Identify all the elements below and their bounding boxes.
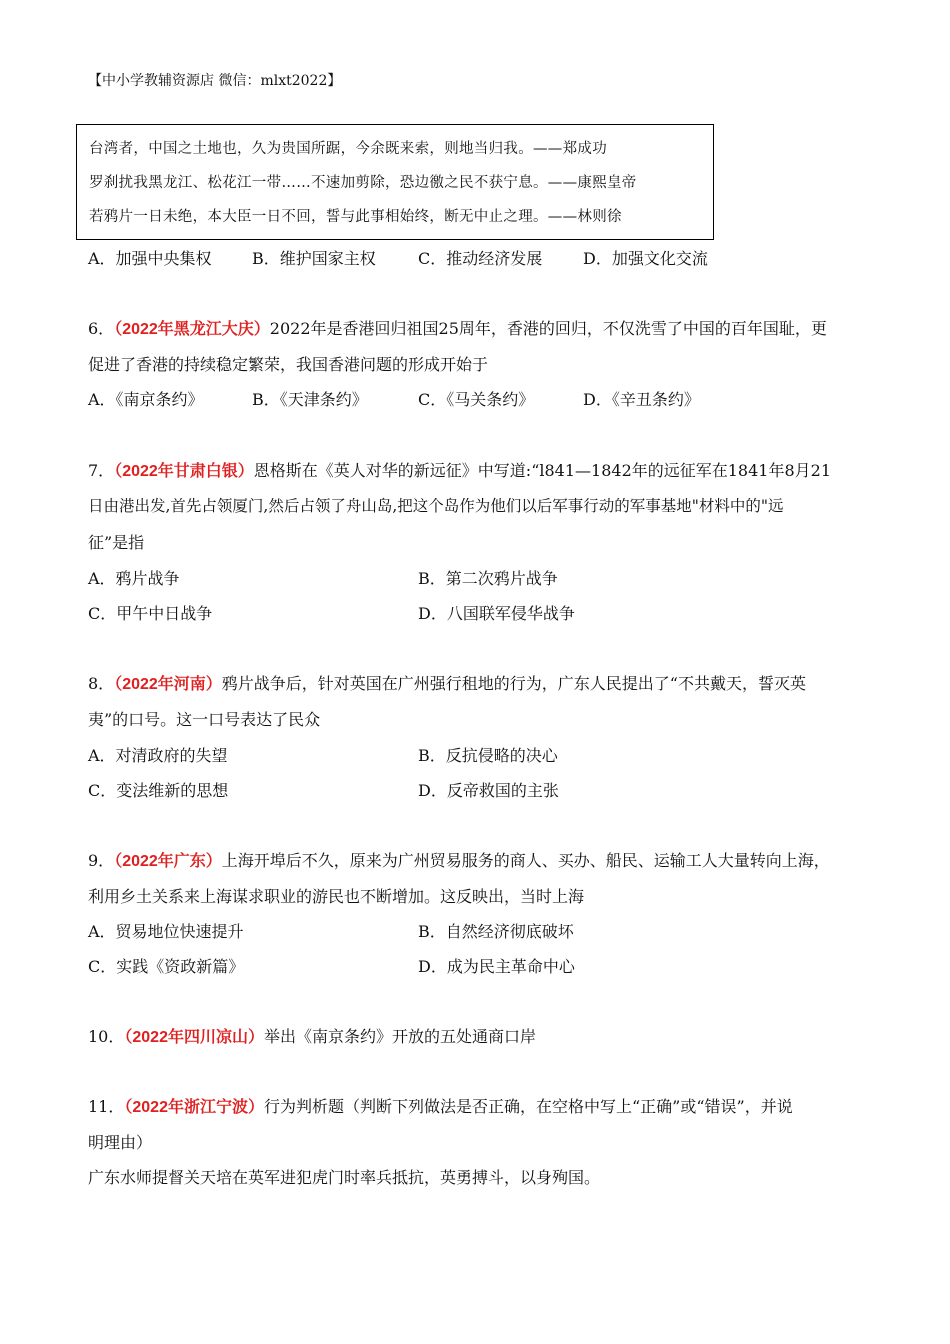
q5-option-b[interactable]: B．维护国家主权: [252, 249, 376, 268]
q8-option-c[interactable]: C．变法维新的思想: [88, 781, 229, 800]
question-text: 广东水师提督关天培在英军进犯虎门时率兵抵抗，英勇搏斗，以身殉国。: [88, 1168, 601, 1187]
question-text: 行为判析题（判断下列做法是否正确，在空格中写上“正确”或“错误”，并说: [263, 1097, 793, 1116]
question-text: 鸦片战争后，针对英国在广州强行租地的行为，广东人民提出了“不共戴天，誓灭英: [221, 674, 806, 693]
q9-option-a[interactable]: A．贸易地位快速提升: [88, 922, 244, 941]
question-text: 上海开埠后不久，原来为广州贸易服务的商人、买办、船民、运输工人大量转向上海，: [221, 851, 830, 870]
question-text: 日由港出发,首先占领厦门,然后占领了舟山岛,把这个岛作为他们以后军事行动的军事基地"材料中的"远: [88, 497, 784, 515]
q6-option-c[interactable]: C．《马关条约》: [418, 390, 535, 409]
question-text: 恩格斯在《英人对华的新远征》中写道:“l841—1842年的远征军在1841年8月21: [253, 461, 832, 480]
q9-option-c[interactable]: C．实践《资政新篇》: [88, 957, 245, 976]
question-text: 明理由）: [88, 1133, 153, 1152]
question-source: （2022年甘肃白银）: [114, 463, 254, 480]
question-number: 11．: [88, 1097, 125, 1116]
q9-option-b[interactable]: B．自然经济彻底破坏: [418, 922, 574, 941]
q6-option-d[interactable]: D．《辛丑条约》: [583, 390, 700, 409]
q7-option-a[interactable]: A．鸦片战争: [88, 569, 180, 588]
quote-box: [76, 124, 714, 240]
question-number: 7．: [88, 461, 115, 480]
question-number: 8．: [88, 674, 115, 693]
question-7: [88, 458, 831, 481]
question-number: 10．: [88, 1027, 125, 1046]
question-text: 征”是指: [88, 533, 145, 552]
q7-option-b[interactable]: B．第二次鸦片战争: [418, 569, 558, 588]
question-8: [88, 671, 806, 694]
question-number: 9．: [88, 851, 115, 870]
q5-option-c[interactable]: C．推动经济发展: [418, 249, 543, 268]
question-source: （2022年广东）: [114, 853, 222, 870]
question-6: [88, 316, 827, 339]
q9-option-d[interactable]: D．成为民主革命中心: [418, 957, 575, 976]
q6-option-a[interactable]: A．《南京条约》: [88, 390, 204, 409]
question-number: 6．: [88, 319, 115, 338]
q5-option-a[interactable]: A．加强中央集权: [88, 249, 212, 268]
q5-option-d[interactable]: D．加强文化交流: [583, 249, 708, 268]
question-11: [88, 1094, 793, 1117]
question-text: 利用乡土关系来上海谋求职业的游民也不断增加。这反映出，当时上海: [88, 887, 585, 906]
quote-line: 台湾者，中国之土地也，久为贵国所踞，今余既来索，则地当归我。——郑成功: [89, 141, 607, 157]
q7-option-d[interactable]: D．八国联军侵华战争: [418, 604, 575, 623]
question-text: 促进了香港的持续稳定繁荣，我国香港问题的形成开始于: [88, 355, 489, 374]
question-source: （2022年四川凉山）: [124, 1029, 264, 1046]
page-header: 【中小学教辅资源店 微信：mlxt2022】: [88, 73, 342, 89]
question-10: [88, 1024, 536, 1047]
q8-option-a[interactable]: A．对清政府的失望: [88, 746, 228, 765]
question-text: 夷”的口号。这一口号表达了民众: [88, 710, 321, 729]
question-source: （2022年浙江宁波）: [124, 1099, 264, 1116]
q8-option-d[interactable]: D．反帝救国的主张: [418, 781, 559, 800]
question-text: 2022年是香港回归祖国25周年，香港的回归，不仅洗雪了中国的百年国耻，更: [269, 319, 827, 338]
question-source: （2022年黑龙江大庆）: [114, 321, 270, 338]
question-text: 举出《南京条约》开放的五处通商口岸: [263, 1027, 536, 1046]
q7-option-c[interactable]: C．甲午中日战争: [88, 604, 213, 623]
question-source: （2022年河南）: [114, 676, 222, 693]
q8-option-b[interactable]: B．反抗侵略的决心: [418, 746, 558, 765]
quote-line: 罗刹扰我黑龙江、松花江一带……不速加剪除，恐边徼之民不获宁息。——康熙皇帝: [89, 175, 637, 191]
quote-line: 若鸦片一日未绝，本大臣一日不回，誓与此事相始终，断无中止之理。——林则徐: [89, 209, 622, 225]
question-9: [88, 848, 830, 871]
q6-option-b[interactable]: B．《天津条约》: [252, 390, 368, 409]
